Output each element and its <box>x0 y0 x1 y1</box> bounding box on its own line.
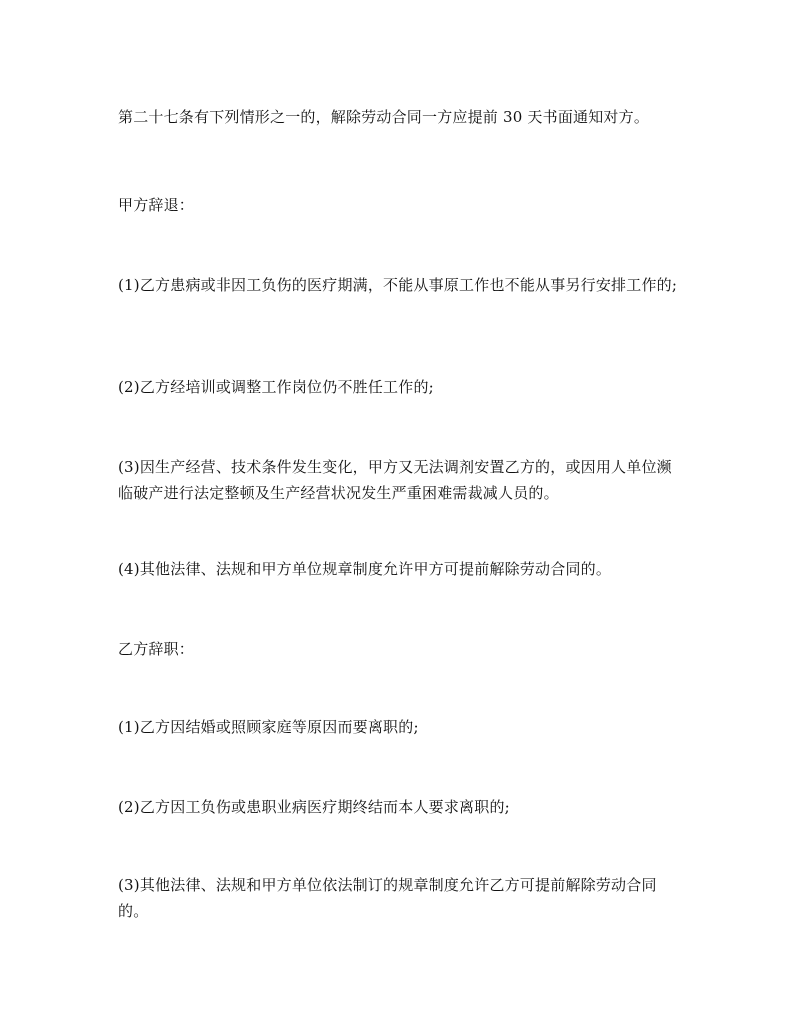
section-heading-employer-dismissal: 甲方辞退： <box>118 196 195 214</box>
employee-item-2: (2)乙方因工负伤或患职业病医疗期终结而本人要求离职的; <box>118 798 510 816</box>
employer-item-4: (4)其他法律、法规和甲方单位规章制度允许甲方可提前解除劳动合同的。 <box>118 560 612 578</box>
employer-item-3: (3)因生产经营、技术条件发生变化，甲方又无法调剂安置乙方的，或因用人单位濒临破产进行法定整顿及生产经营状况发生严重困难需裁减人员的。 <box>118 458 672 502</box>
section-heading-employee-resignation: 乙方辞职： <box>118 640 195 658</box>
article-27-intro: 第二十七条有下列情形之一的，解除劳动合同一方应提前 30 天书面通知对方。 <box>118 108 650 126</box>
employee-item-1: (1)乙方因结婚或照顾家庭等原因而要离职的; <box>118 718 419 736</box>
employee-item-3: (3)其他法律、法规和甲方单位依法制订的规章制度允许乙方可提前解除劳动合同的。 <box>118 876 657 920</box>
employer-item-2: (2)乙方经培训或调整工作岗位仍不胜任工作的; <box>118 378 434 396</box>
employer-item-1: (1)乙方患病或非因工负伤的医疗期满，不能从事原工作也不能从事另行安排工作的; <box>118 276 678 294</box>
